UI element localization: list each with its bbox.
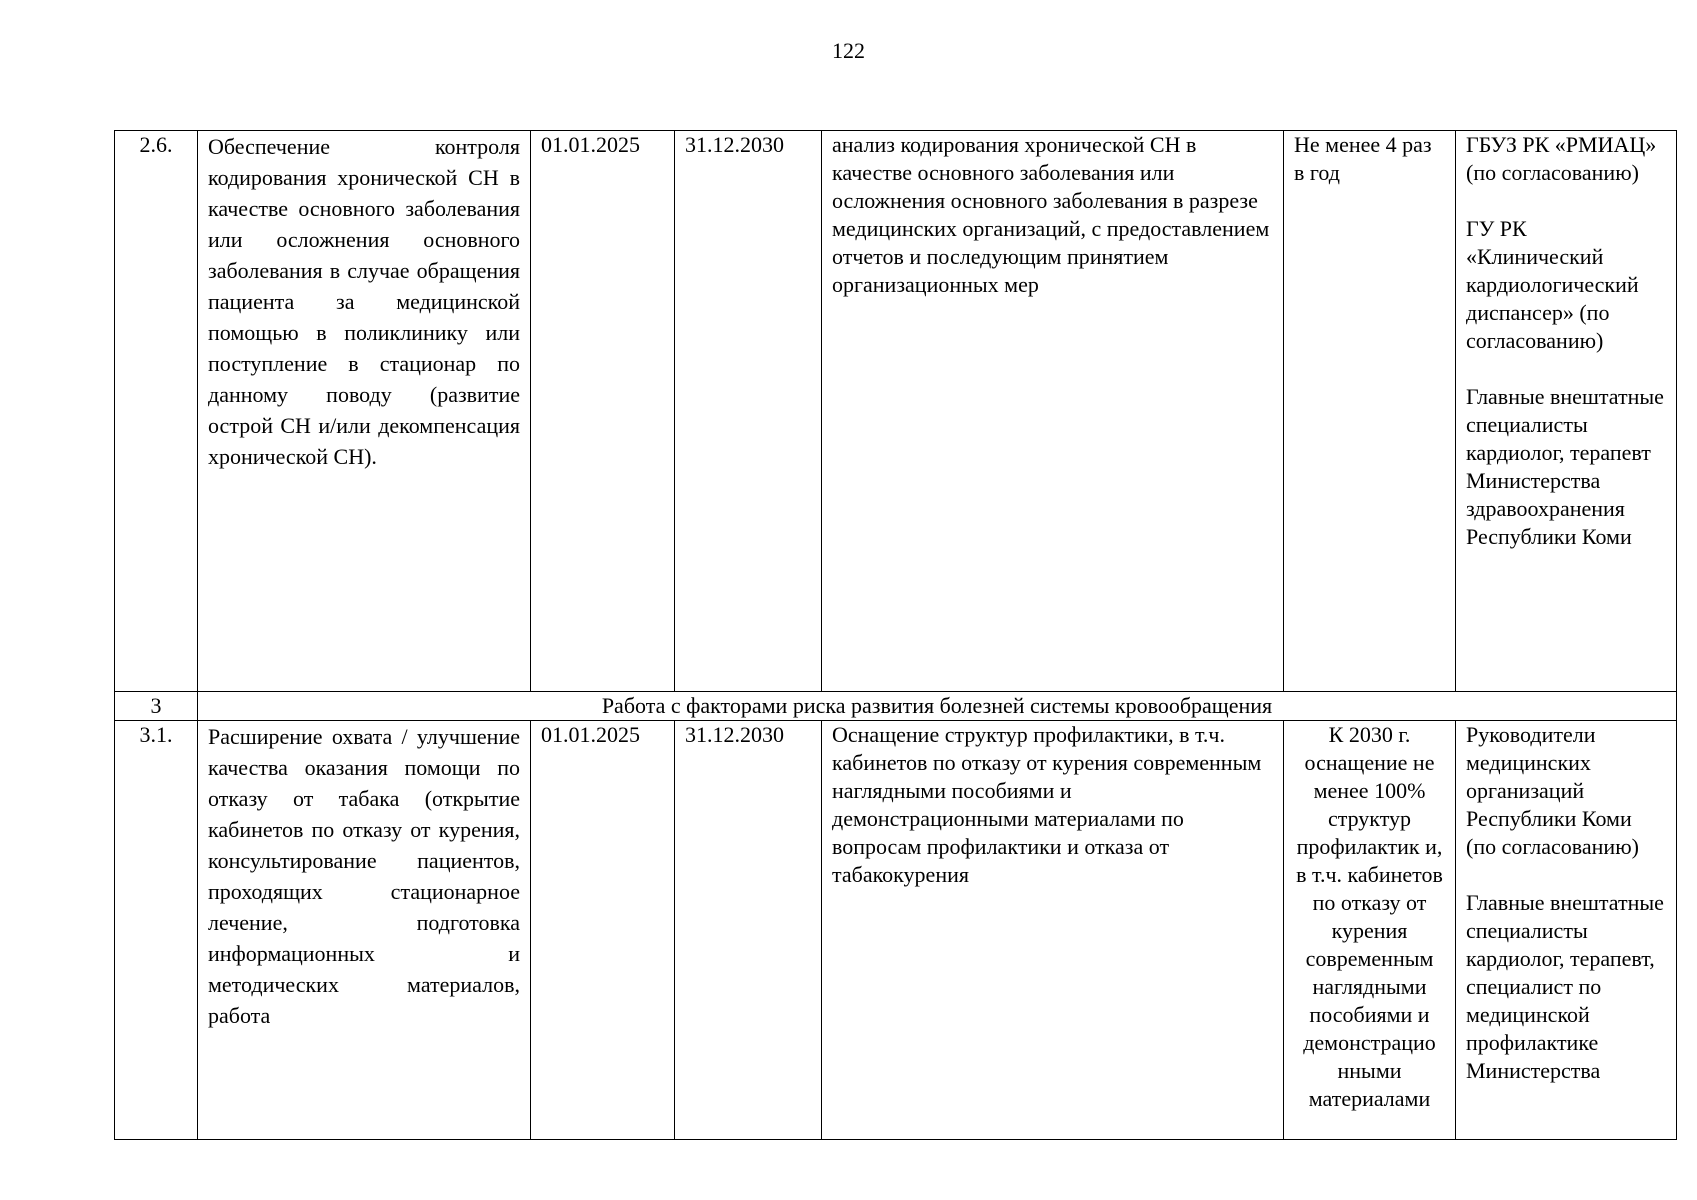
end-date-cell: 31.12.2030 xyxy=(675,721,822,1140)
measures-table xyxy=(114,130,1677,1140)
table-row xyxy=(115,131,1677,692)
responsible-cell xyxy=(1456,721,1677,1140)
result-cell: анализ кодирования хронической СН в качестве основного заболевания или осложнения основного заболевания в разрезе медицинских организаций, с предоставлением отчетов и последующим принятием организационных мер xyxy=(822,131,1284,692)
activity-cell: Расширение охвата / улучшение качества оказания помощи по отказу от табака (открытие кабинетов по отказу от курения, консультирование пациентов, проходящих стационарное лечение, подготовка информационных и методических материалов, работа xyxy=(198,721,531,1140)
table-row xyxy=(115,721,1677,1140)
indicator-cell: К 2030 г. оснащение не менее 100% структур профилактик и, в т.ч. кабинетов по отказу от курения современным наглядными пособиями и демонстрацио нными материалами xyxy=(1284,721,1456,1140)
responsible-cell xyxy=(1456,131,1677,692)
result-cell: Оснащение структур профилактики, в т.ч. кабинетов по отказу от курения современным наглядными пособиями и демонстрационными материалами по вопросам профилактики и отказа от табакокурения xyxy=(822,721,1284,1140)
responsible-item: Главные внештатные специалисты кардиолог, терапевт Министерства здравоохранения Республики Коми xyxy=(1466,384,1664,549)
row-number: 3.1. xyxy=(115,721,198,1140)
page-number: 122 xyxy=(832,38,865,63)
indicator-cell: Не менее 4 раз в год xyxy=(1284,131,1456,692)
section-title: Работа с факторами риска развития болезней системы кровообращения xyxy=(198,692,1677,721)
section-number: 3 xyxy=(115,692,198,721)
responsible-item: Главные внештатные специалисты кардиолог, терапевт, специалист по медицинской профилактике Министерства xyxy=(1466,890,1664,1083)
section-row xyxy=(115,692,1677,721)
row-number: 2.6. xyxy=(115,131,198,692)
responsible-item: ГУ РК «Клинический кардиологический диспансер» (по согласованию) xyxy=(1466,216,1639,353)
activity-cell: Обеспечение контроля кодирования хронической СН в качестве основного заболевания или осложнения основного заболевания в случае обращения пациента за медицинской помощью в поликлинику или поступление в стационар по данному поводу (развитие острой СН и/или декомпенсация хронической СН). xyxy=(198,131,531,692)
end-date-cell: 31.12.2030 xyxy=(675,131,822,692)
responsible-item: Руководители медицинских организаций Республики Коми (по согласованию) xyxy=(1466,722,1639,859)
start-date-cell: 01.01.2025 xyxy=(531,131,675,692)
responsible-item: ГБУЗ РК «РМИАЦ» (по согласованию) xyxy=(1466,132,1657,185)
start-date-cell: 01.01.2025 xyxy=(531,721,675,1140)
